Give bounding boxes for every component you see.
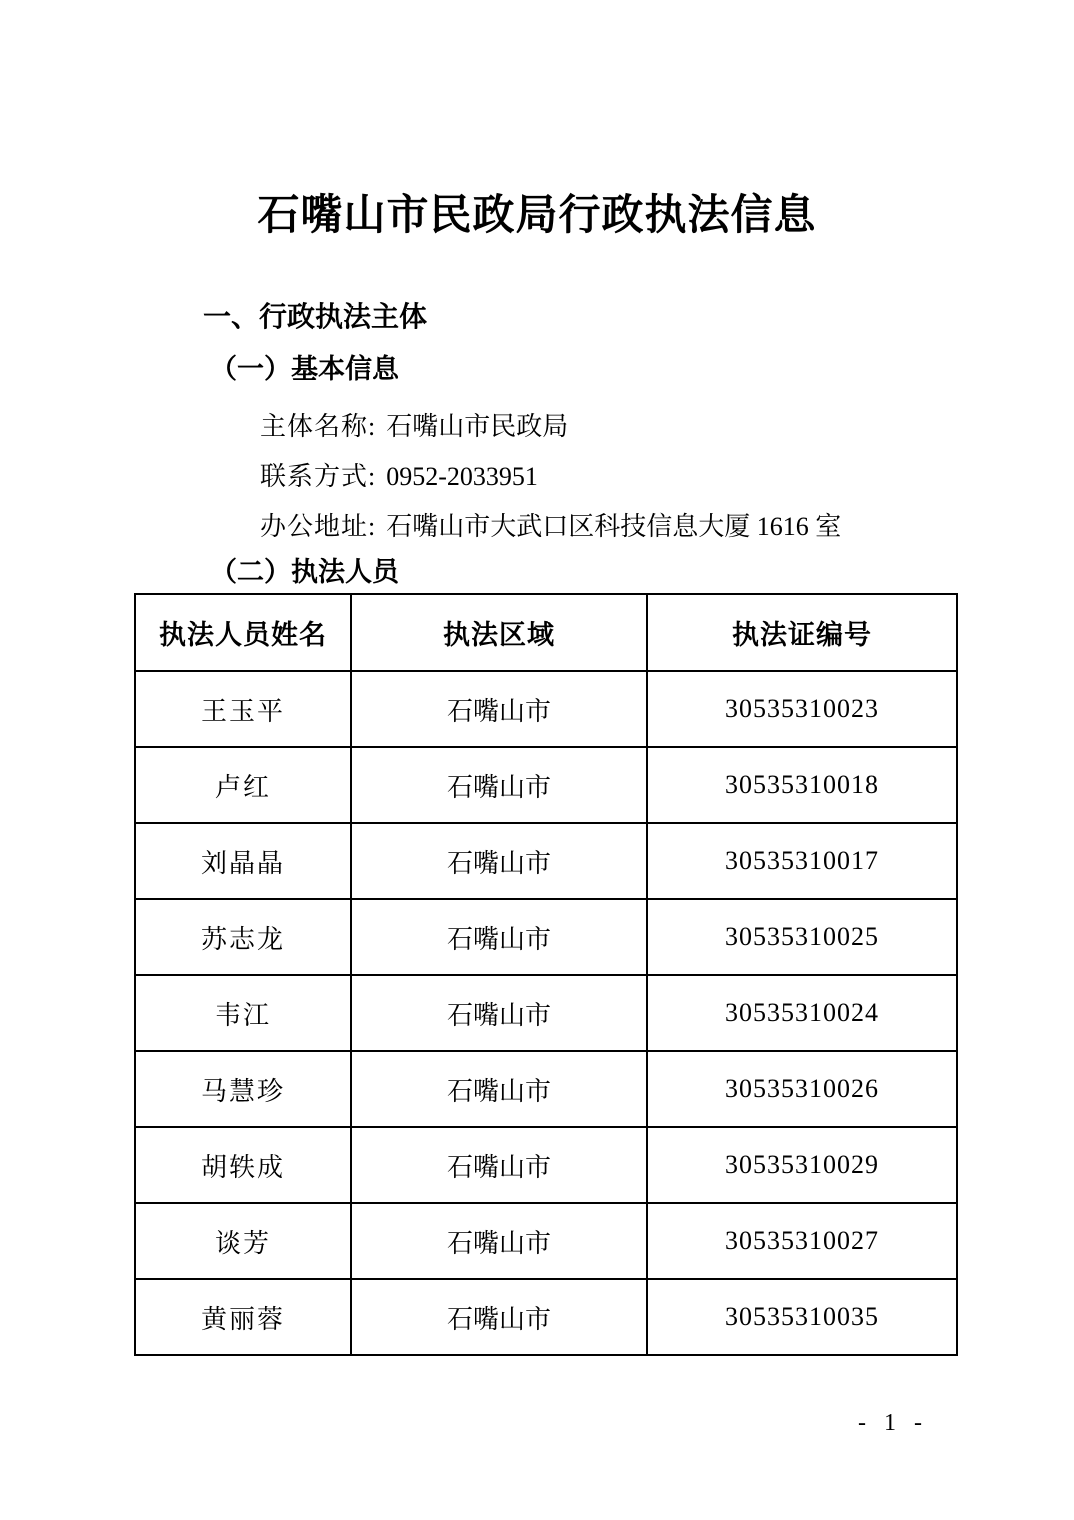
person-name-cell: 韦江 [135, 975, 351, 1051]
basic-info-block [260, 402, 1074, 552]
person-name-cell: 卢红 [135, 747, 351, 823]
contact-value: 0952-2033951 [386, 462, 538, 491]
region-cell: 石嘴山市 [351, 1051, 647, 1127]
person-name-cell: 胡轶成 [135, 1127, 351, 1203]
region-cell: 石嘴山市 [351, 899, 647, 975]
contact-label: 联系方式: [260, 462, 377, 491]
column-header-cert: 执法证编号 [647, 594, 957, 671]
address-label: 办公地址: [260, 512, 377, 541]
table-row [135, 747, 957, 823]
person-name-cell: 马慧珍 [135, 1051, 351, 1127]
region-cell: 石嘴山市 [351, 1279, 647, 1355]
subsection-heading-personnel: （二）执法人员 [210, 557, 399, 587]
person-name-cell: 谈芳 [135, 1203, 351, 1279]
subsection-heading-basic-info: （一）基本信息 [210, 354, 399, 384]
cert-number-cell: 30535310029 [647, 1127, 957, 1203]
page-title: 石嘴山市民政局行政执法信息 [257, 191, 817, 238]
table-row [135, 1127, 957, 1203]
cert-number-cell: 30535310018 [647, 747, 957, 823]
table-row [135, 823, 957, 899]
subject-name-line [260, 402, 1074, 452]
person-name-cell: 苏志龙 [135, 899, 351, 975]
contact-line [260, 452, 1074, 502]
section-heading-enforcement-subject: 一、行政执法主体 [203, 301, 428, 332]
person-name-cell: 刘晶晶 [135, 823, 351, 899]
address-line [260, 502, 1074, 552]
region-cell: 石嘴山市 [351, 671, 647, 747]
region-cell: 石嘴山市 [351, 1203, 647, 1279]
subject-name-label: 主体名称: [260, 412, 377, 441]
personnel-table-body [135, 671, 957, 1355]
table-header-row [135, 594, 957, 671]
table-row [135, 899, 957, 975]
person-name-cell: 黄丽蓉 [135, 1279, 351, 1355]
page-number: - 1 - [858, 1410, 928, 1436]
cert-number-cell: 30535310027 [647, 1203, 957, 1279]
column-header-region: 执法区域 [351, 594, 647, 671]
region-cell: 石嘴山市 [351, 747, 647, 823]
address-value: 石嘴山市大武口区科技信息大厦 1616 室 [386, 512, 842, 541]
cert-number-cell: 30535310017 [647, 823, 957, 899]
subject-name-value: 石嘴山市民政局 [386, 412, 569, 441]
personnel-table [134, 593, 958, 1356]
cert-number-cell: 30535310025 [647, 899, 957, 975]
cert-number-cell: 30535310023 [647, 671, 957, 747]
cert-number-cell: 30535310024 [647, 975, 957, 1051]
cert-number-cell: 30535310035 [647, 1279, 957, 1355]
table-row [135, 1279, 957, 1355]
column-header-name: 执法人员姓名 [135, 594, 351, 671]
table-row [135, 975, 957, 1051]
region-cell: 石嘴山市 [351, 1127, 647, 1203]
person-name-cell: 王玉平 [135, 671, 351, 747]
region-cell: 石嘴山市 [351, 975, 647, 1051]
table-row [135, 1051, 957, 1127]
table-row [135, 1203, 957, 1279]
table-row [135, 671, 957, 747]
region-cell: 石嘴山市 [351, 823, 647, 899]
cert-number-cell: 30535310026 [647, 1051, 957, 1127]
